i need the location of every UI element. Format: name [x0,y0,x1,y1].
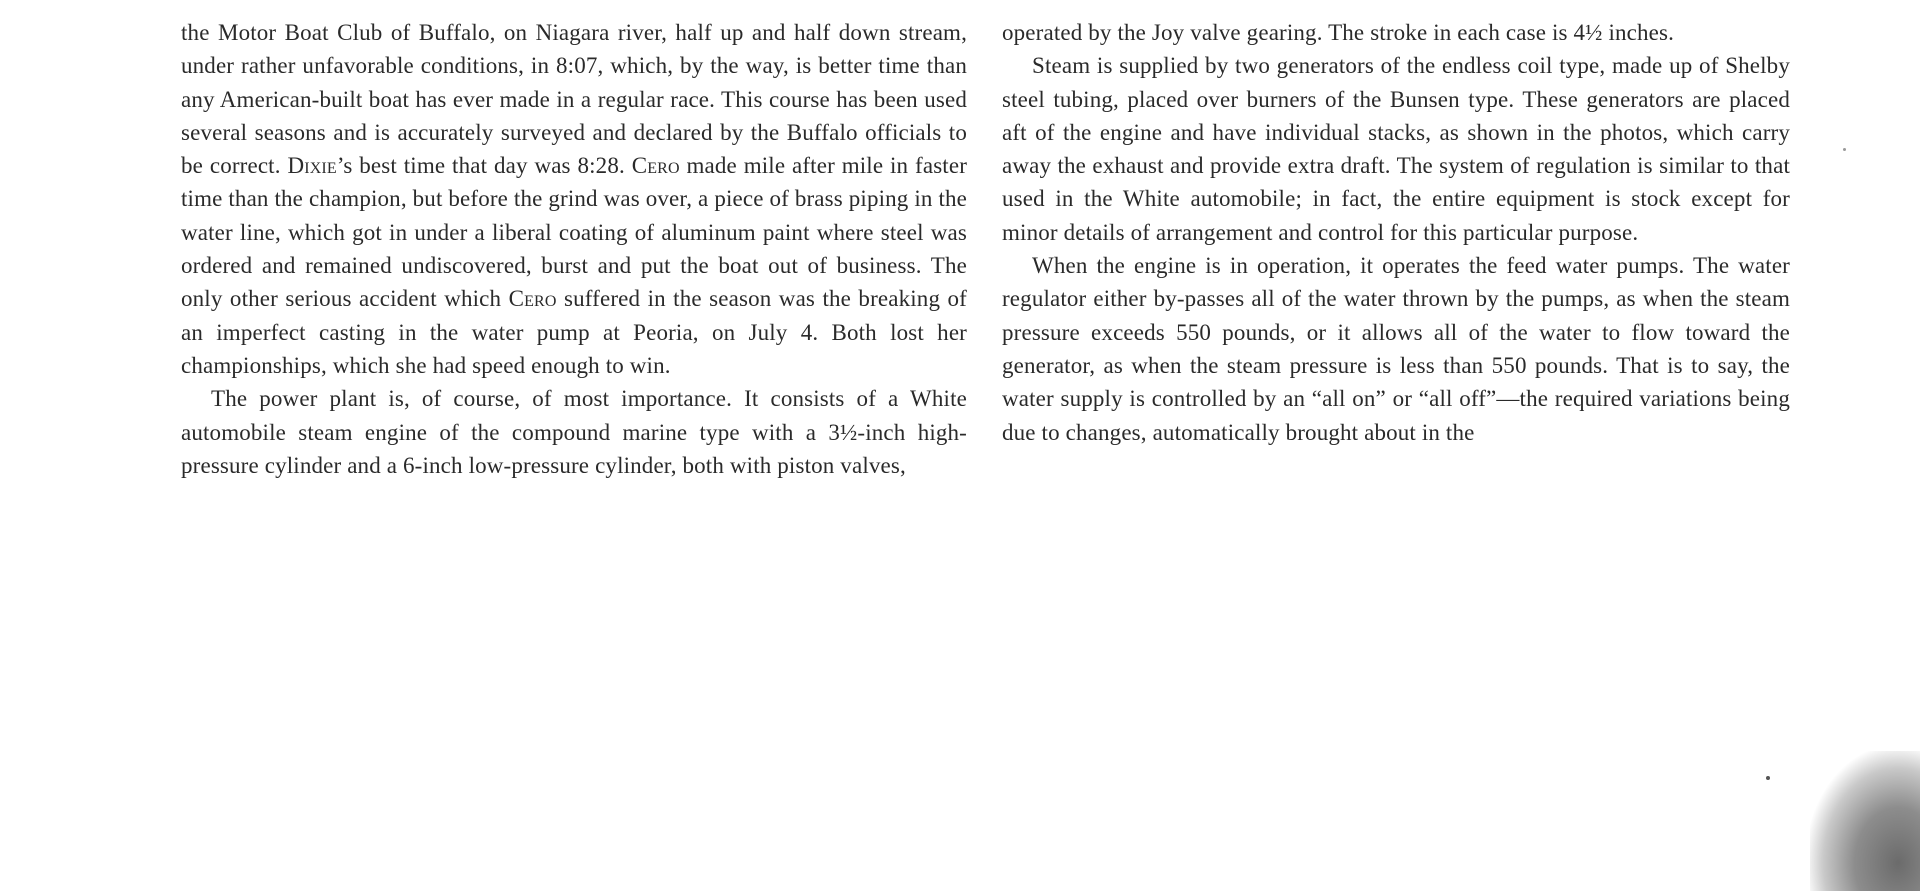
paragraph-valve-gearing: operated by the Joy valve gearing. The stroke in each case is 4½ inches. [1002,20,1675,45]
text-run: the Motor Boat Club of Buffalo, on Niagara river, half up and half down stream, under rather unfavorable conditions, in 8:07, which, by the way, is better time than any American-built boat has ever made in a regular race. This course has been used several seasons and is accurately surveyed and declared by the Buffalo officials to be correct. [181,20,967,179]
boat-name-cero: Cero [631,153,680,179]
paragraph-power-plant: The power plant is, of course, of most importance. It consists of a White automobile steam engine of the compound marine type with a 3½-inch high-pressure cylinder and a 6-inch low-pressure cylinder, both with piston valves, [181,386,967,478]
text-run: suffered in the season was the breaking of an imperfect casting in the water pump at Peoria, on July 4. Both lost her championships, which she had speed enough to win. [181,286,967,378]
scan-speck [1766,776,1770,780]
boat-name-cero: Cero [508,286,557,312]
boat-name-dixie: Dixie [287,153,337,179]
text-run: ’s best time that day was 8:28. [336,153,632,179]
paragraph-race-account [181,16,967,382]
right-column [1002,16,1790,449]
scan-smudge [1810,751,1920,891]
left-column [181,16,967,482]
scan-speck [1843,148,1846,151]
paragraph-water-regulation: When the engine is in operation, it operates the feed water pumps. The water regulator either by-passes all of the water thrown by the pumps, as when the steam pressure exceeds 550 pounds, or it allows all of the water to flow toward the generator, as when the steam pressure is less than 550 pounds. That is to say, the water supply is controlled by an “all on” or “all off”—the required variations being due to changes, automatically brought about in the [1002,253,1790,445]
text-run: made mile after mile in faster time than the champion, but before the grind was over, a piece of brass piping in the water line, which got in under a liberal coating of aluminum paint where steel was ordered and remained undiscovered, burst and put the boat out of business. The only other serious accident which [181,153,968,312]
paragraph-steam-generators: Steam is supplied by two generators of the endless coil type, made up of Shelby steel tubing, placed over burners of the Bunsen type. These generators are placed aft of the engine and have individual stacks, as shown in the photos, which carry away the exhaust and provide extra draft. The system of regulation is similar to that used in the White automobile; in fact, the entire equipment is stock except for minor details of arrangement and control for this particular purpose. [1002,53,1790,245]
